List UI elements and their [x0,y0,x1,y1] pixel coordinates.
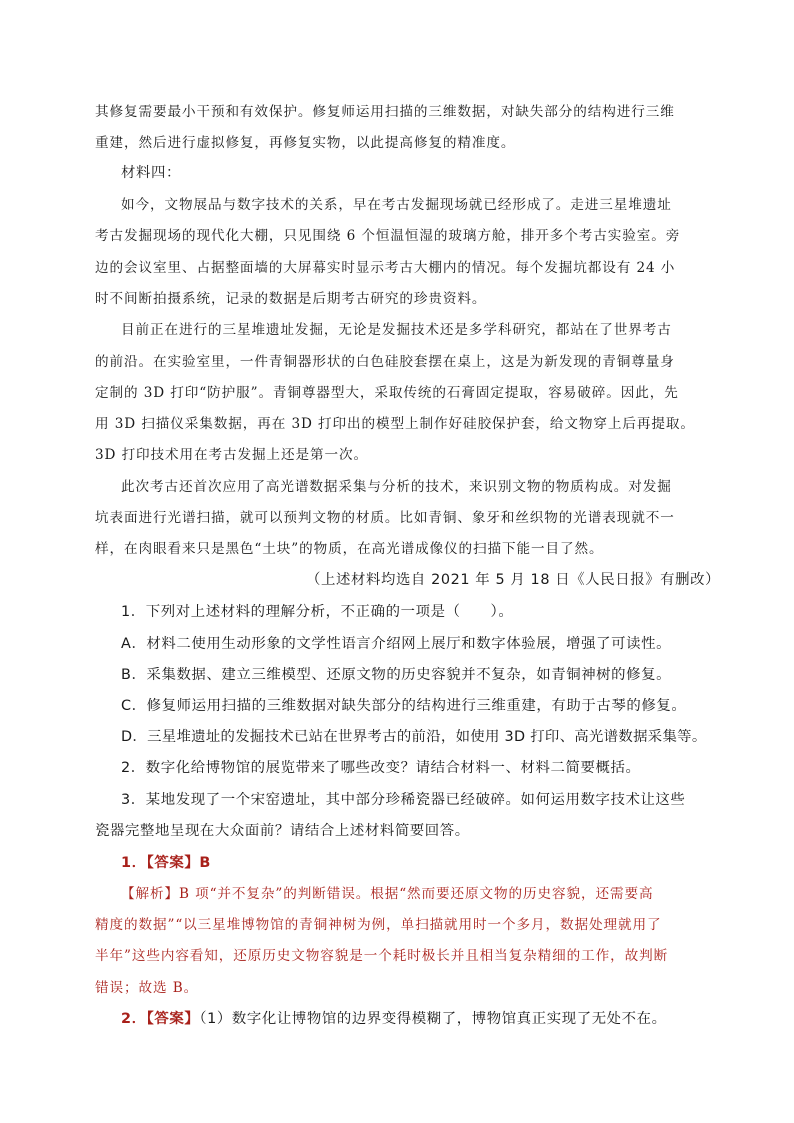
question-1: 1．下列对上述材料的理解分析，不正确的一项是（ ）。 [121,604,514,620]
answer-1-explanation: 【解析】B 项“并不复杂”的判断错误。根据“然而要还原文物的历史容貌，还需要高 [121,886,654,902]
answer-2-label: 2．【答案】 [121,1011,200,1027]
paragraph-line: 重建，然后进行虚拟修复，再修复实物，以此提高修复的精准度。 [95,135,516,151]
answer-1-label: 1．【答案】B [121,855,211,871]
paragraph-line: 坑表面进行光谱扫描，就可以预判文物的材质。比如青铜、象牙和丝织物的光谱表现就不一 [95,510,675,526]
paragraph-line: 目前正在进行的三星堆遗址发掘，无论是发掘技术还是多学科研究，都站在了世界考古 [121,322,672,338]
paragraph-line: 如今，文物展品与数字技术的关系，早在考古发掘现场就已经形成了。走进三星堆遗址 [121,197,672,213]
option-a: A．材料二使用生动形象的文学性语言介绍网上展厅和数字体验展，增强了可读性。 [121,636,672,652]
paragraph-line: 定制的 3D 打印“防护服”。青铜尊器型大，采取传统的石膏固定提取，容易破碎。因此，先 [95,385,679,401]
paragraph-line: 边的会议室里、占据整面墙的大屏幕实时显示考古大棚内的情况。每个发掘坑都设有 24 小 [95,260,676,276]
option-b: B．采集数据、建立三维模型、还原文物的历史容貌并不复杂，如青铜神树的修复。 [121,667,672,683]
paragraph-line: 其修复需要最小干预和有效保护。修复师运用扫描的三维数据，对缺失部分的结构进行三维 [95,104,675,120]
question-3-cont: 瓷器完整地呈现在大众面前？请结合上述材料简要回答。 [95,823,470,839]
option-c: C．修复师运用扫描的三维数据对缺失部分的结构进行三维重建，有助于古琴的修复。 [121,698,687,714]
paragraph-line: 考古发掘现场的现代化大棚，只见围绕 6 个恒温恒湿的玻璃方舱，排开多个考古实验室。旁 [95,228,681,244]
paragraph-line: 3D 打印技术用在考古发掘上还是第一次。 [95,447,368,463]
source-citation: （上述材料均选自 2021 年 5 月 18 日《人民日报》有删改） [306,572,721,588]
answer-1-explanation: 错误；故选 B。 [95,980,199,996]
answer-2 [0,1009,794,1029]
section-heading-material4: 材料四： [121,165,181,181]
paragraph-line: 样，在肉眼看来只是黑色“土块”的物质，在高光谱成像仪的扫描下能一目了然。 [95,541,604,557]
paragraph-line: 的前沿。在实验室里，一件青铜器形状的白色硅胶套摆在桌上，这是为新发现的青铜尊量身 [95,354,675,370]
option-d: D．三星堆遗址的发掘技术已站在世界考古的前沿，如使用 3D 打印、高光谱数据采集等。 [121,729,707,745]
question-2: 2．数字化给博物馆的展览带来了哪些改变？请结合材料一、材料二简要概括。 [121,760,641,776]
answer-1-explanation: 半年”这些内容看知，还原历史文物容貌是一个耗时极长并且相当复杂精细的工作，故判断 [95,948,669,964]
answer-2-text: （1）数字化让博物馆的边界变得模糊了，博物馆真正实现了无处不在。 [199,1011,667,1027]
paragraph-line: 此次考古还首次应用了高光谱数据采集与分析的技术，来识别文物的物质构成。对发掘 [121,479,672,495]
answer-1-explanation: 精度的数据”“以三星堆博物馆的青铜神树为例，单扫描就用时一个多月，数据处理就用了 [95,917,662,933]
paragraph-line: 时不间断拍摄系统，记录的数据是后期考古研究的珍贵资料。 [95,291,487,307]
question-3: 3．某地发现了一个宋窑遗址，其中部分珍稀瓷器已经破碎。如何运用数字技术让这些 [121,792,686,808]
paragraph-line: 用 3D 扫描仪采集数据，再在 3D 打印出的模型上制作好硅胶保护套，给文物穿上后再提取。 [95,416,695,432]
